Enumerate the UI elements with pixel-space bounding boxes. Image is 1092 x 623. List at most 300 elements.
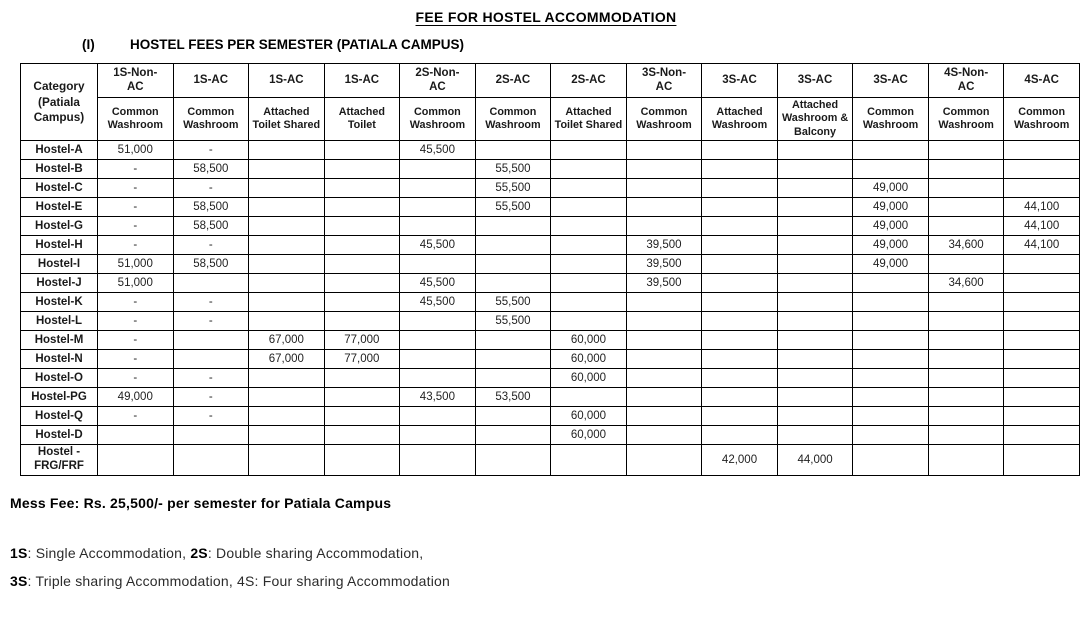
fee-cell [400, 217, 476, 236]
fee-cell: - [173, 141, 249, 160]
legend-term: 3S [10, 573, 28, 590]
fee-cell [475, 369, 551, 388]
fee-cell [324, 312, 400, 331]
fee-cell: 55,500 [475, 293, 551, 312]
legend-text: : Double sharing Accommodation, [207, 545, 424, 562]
fee-cell [626, 312, 702, 331]
section-title: HOSTEL FEES PER SEMESTER (PATIALA CAMPUS) [130, 37, 465, 52]
fee-cell [475, 445, 551, 476]
fee-cell [853, 350, 929, 369]
fee-cell [1004, 445, 1080, 476]
fee-cell [1004, 331, 1080, 350]
fee-cell [928, 331, 1004, 350]
table-row [21, 217, 1080, 236]
fee-cell [1004, 350, 1080, 369]
fee-cell [777, 236, 853, 255]
fee-cell: 39,500 [626, 274, 702, 293]
fee-cell: 42,000 [702, 445, 778, 476]
column-type-header: Common Washroom [1004, 98, 1080, 141]
section-heading [82, 37, 1092, 52]
column-type-header: Attached Toilet Shared [249, 98, 325, 141]
column-group-header [400, 64, 476, 98]
column-group-label: 2S-Non-AC [415, 66, 460, 93]
fee-cell [777, 217, 853, 236]
fee-cell [1004, 274, 1080, 293]
column-type-header: Attached Toilet Shared [551, 98, 627, 141]
fee-cell [626, 388, 702, 407]
fee-cell: - [173, 407, 249, 426]
fee-cell: - [173, 369, 249, 388]
fee-cell [173, 426, 249, 445]
fee-cell [475, 236, 551, 255]
fee-cell: 45,500 [400, 141, 476, 160]
fee-cell [249, 160, 325, 179]
fee-cell: 34,600 [928, 274, 1004, 293]
fee-cell [928, 141, 1004, 160]
column-group-header [551, 64, 627, 98]
fee-cell [702, 369, 778, 388]
fee-cell: 67,000 [249, 350, 325, 369]
fee-cell: - [98, 407, 174, 426]
hostel-row-label: Hostel-PG [21, 388, 98, 407]
fee-cell: 49,000 [853, 198, 929, 217]
fee-cell: 58,500 [173, 217, 249, 236]
fee-cell: 45,500 [400, 274, 476, 293]
fee-cell: 55,500 [475, 179, 551, 198]
fee-cell: 55,500 [475, 312, 551, 331]
fee-cell [702, 350, 778, 369]
fee-cell [551, 236, 627, 255]
fee-cell [551, 388, 627, 407]
fee-cell [400, 255, 476, 274]
table-row [21, 160, 1080, 179]
fee-cell [853, 312, 929, 331]
fee-cell [777, 388, 853, 407]
fee-cell [702, 255, 778, 274]
fee-cell [400, 407, 476, 426]
fee-cell [1004, 293, 1080, 312]
legend-line-2 [10, 573, 1092, 589]
fee-cell [777, 179, 853, 198]
hostel-row-label: Hostel-N [21, 350, 98, 369]
fee-cell [551, 198, 627, 217]
fee-cell [928, 198, 1004, 217]
column-group-label: 1S-AC [344, 73, 380, 86]
table-row [21, 236, 1080, 255]
fee-cell [702, 388, 778, 407]
hostel-row-label: Hostel-K [21, 293, 98, 312]
table-row [21, 198, 1080, 217]
fee-cell [400, 312, 476, 331]
fee-cell [702, 141, 778, 160]
fee-cell [249, 369, 325, 388]
fee-cell: - [173, 236, 249, 255]
hostel-row-label: Hostel-O [21, 369, 98, 388]
fee-cell [249, 293, 325, 312]
fee-cell [777, 312, 853, 331]
fee-cell [928, 426, 1004, 445]
hostel-row-label: Hostel-H [21, 236, 98, 255]
fee-cell [551, 255, 627, 274]
column-group-label: 4S-AC [1024, 73, 1059, 86]
fee-cell [777, 141, 853, 160]
fee-cell [777, 198, 853, 217]
fee-cell: 49,000 [853, 217, 929, 236]
fee-cell [551, 274, 627, 293]
mess-fee-note: Mess Fee: Rs. 25,500/- per semester for Patiala Campus [10, 495, 392, 512]
legend-term: 2S [190, 545, 208, 562]
fee-cell: 49,000 [853, 255, 929, 274]
legend-term: 1S [10, 545, 28, 562]
fee-cell [475, 255, 551, 274]
fee-cell [853, 141, 929, 160]
fee-cell [324, 198, 400, 217]
fee-cell [626, 369, 702, 388]
fee-cell [249, 179, 325, 198]
fee-cell [475, 426, 551, 445]
table-row [21, 179, 1080, 198]
fee-cell [324, 255, 400, 274]
fee-cell: 39,500 [626, 236, 702, 255]
hostel-row-label: Hostel-Q [21, 407, 98, 426]
table-row [21, 141, 1080, 160]
fee-cell [249, 426, 325, 445]
fee-cell: 39,500 [626, 255, 702, 274]
fee-cell [249, 141, 325, 160]
fee-cell [702, 407, 778, 426]
legend-text: : Single Accommodation, [27, 545, 191, 562]
fee-cell [249, 198, 325, 217]
fee-cell: - [173, 179, 249, 198]
column-group-label: 1S-Non-AC [113, 66, 158, 93]
fee-cell [324, 388, 400, 407]
fee-cell [853, 293, 929, 312]
fee-cell: - [173, 293, 249, 312]
fee-cell [702, 160, 778, 179]
fee-cell [626, 331, 702, 350]
fee-cell [777, 426, 853, 445]
fee-cell [702, 426, 778, 445]
hostel-row-label: Hostel-C [21, 179, 98, 198]
fee-cell [400, 426, 476, 445]
fee-cell [551, 445, 627, 476]
fee-cell [324, 160, 400, 179]
fee-cell [551, 160, 627, 179]
fee-cell [249, 274, 325, 293]
fee-cell [324, 407, 400, 426]
category-column-header: Category (Patiala Campus) [21, 64, 98, 141]
fee-cell [626, 445, 702, 476]
fee-cell: 58,500 [173, 198, 249, 217]
column-group-header [853, 64, 929, 98]
fee-cell [1004, 179, 1080, 198]
fee-cell: 67,000 [249, 331, 325, 350]
fee-cell [1004, 426, 1080, 445]
fee-cell [551, 217, 627, 236]
fee-cell: 60,000 [551, 350, 627, 369]
column-type-header: Common Washroom [928, 98, 1004, 141]
fee-cell: 51,000 [98, 255, 174, 274]
column-group-header [626, 64, 702, 98]
fee-cell [702, 274, 778, 293]
fee-cell [173, 274, 249, 293]
table-row [21, 388, 1080, 407]
fee-cell [702, 293, 778, 312]
fee-cell: 34,600 [928, 236, 1004, 255]
column-group-header [173, 64, 249, 98]
table-row [21, 407, 1080, 426]
column-group-label: 3S-AC [873, 73, 908, 86]
column-group-header [249, 64, 325, 98]
fee-cell [475, 217, 551, 236]
fee-cell [626, 350, 702, 369]
fee-cell: - [98, 236, 174, 255]
fee-cell: 44,100 [1004, 217, 1080, 236]
fee-cell [702, 236, 778, 255]
fee-cell: - [98, 350, 174, 369]
fee-cell [249, 388, 325, 407]
table-row [21, 293, 1080, 312]
fee-cell [853, 331, 929, 350]
fee-cell [173, 350, 249, 369]
fee-cell [475, 141, 551, 160]
fee-cell [928, 350, 1004, 369]
fee-cell: 77,000 [324, 350, 400, 369]
fee-cell [475, 331, 551, 350]
column-group-header [928, 64, 1004, 98]
column-type-header: Common Washroom [626, 98, 702, 141]
fee-cell [928, 293, 1004, 312]
fee-cell [777, 350, 853, 369]
table-header [21, 64, 1080, 141]
column-type-header: Common Washroom [475, 98, 551, 141]
fee-cell [853, 388, 929, 407]
fee-cell [777, 369, 853, 388]
table-body [21, 141, 1080, 476]
fee-cell [928, 160, 1004, 179]
hostel-row-label: Hostel-J [21, 274, 98, 293]
fee-cell [928, 407, 1004, 426]
fee-cell [551, 141, 627, 160]
column-type-header: Common Washroom [173, 98, 249, 141]
fee-cell: 55,500 [475, 160, 551, 179]
fee-cell: 44,100 [1004, 198, 1080, 217]
fee-cell [1004, 141, 1080, 160]
fee-cell: - [98, 179, 174, 198]
column-group-header [702, 64, 778, 98]
fee-cell [626, 198, 702, 217]
fee-cell [249, 255, 325, 274]
hostel-row-label: Hostel-D [21, 426, 98, 445]
column-group-header [475, 64, 551, 98]
fee-cell [702, 312, 778, 331]
hostel-row-label: Hostel - FRG/FRF [21, 445, 98, 476]
fee-cell [400, 369, 476, 388]
column-type-header: Attached Toilet [324, 98, 400, 141]
fee-cell [928, 388, 1004, 407]
fee-cell [400, 445, 476, 476]
fee-cell: - [98, 331, 174, 350]
column-type-header: Common Washroom [98, 98, 174, 141]
fee-cell [173, 331, 249, 350]
fee-cell: 49,000 [853, 179, 929, 198]
fee-cell [853, 274, 929, 293]
fee-cell: 58,500 [173, 160, 249, 179]
fee-cell [1004, 369, 1080, 388]
page-title: FEE FOR HOSTEL ACCOMMODATION [415, 9, 677, 25]
fee-cell [249, 217, 325, 236]
fee-cell [400, 331, 476, 350]
hostel-row-label: Hostel-I [21, 255, 98, 274]
fee-cell [1004, 388, 1080, 407]
column-type-header: Attached Washroom [702, 98, 778, 141]
fee-cell [324, 236, 400, 255]
hostel-row-label: Hostel-B [21, 160, 98, 179]
fee-cell [777, 407, 853, 426]
fee-cell [1004, 255, 1080, 274]
fee-cell [853, 426, 929, 445]
section-index: (I) [82, 37, 95, 52]
fee-cell [475, 350, 551, 369]
fee-cell: - [98, 312, 174, 331]
fee-cell [98, 426, 174, 445]
fee-cell [324, 217, 400, 236]
fee-cell: 49,000 [853, 236, 929, 255]
fee-cell [1004, 160, 1080, 179]
fee-cell: 45,500 [400, 293, 476, 312]
fee-cell [626, 141, 702, 160]
fee-cell [400, 160, 476, 179]
fee-cell [475, 407, 551, 426]
fee-cell [1004, 312, 1080, 331]
fee-cell [551, 293, 627, 312]
fee-cell [626, 217, 702, 236]
table-row [21, 274, 1080, 293]
fee-cell [98, 445, 174, 476]
fee-cell [324, 369, 400, 388]
fee-cell [702, 198, 778, 217]
fee-cell [853, 369, 929, 388]
table-row [21, 312, 1080, 331]
fee-cell [777, 255, 853, 274]
hostel-row-label: Hostel-L [21, 312, 98, 331]
fee-cell: 58,500 [173, 255, 249, 274]
fee-cell [324, 274, 400, 293]
fee-cell [626, 179, 702, 198]
fee-cell [551, 179, 627, 198]
fee-cell [626, 160, 702, 179]
column-group-label: 3S-AC [722, 73, 757, 86]
fee-cell: 60,000 [551, 407, 627, 426]
fee-cell: 60,000 [551, 426, 627, 445]
fee-cell: 53,500 [475, 388, 551, 407]
fee-cell [626, 426, 702, 445]
fee-cell [173, 445, 249, 476]
fee-cell [249, 445, 325, 476]
fee-cell [551, 312, 627, 331]
table-row [21, 426, 1080, 445]
column-group-header [1004, 64, 1080, 98]
fee-cell: 49,000 [98, 388, 174, 407]
column-group-label: 2S-AC [571, 73, 606, 86]
column-group-label: 1S-AC [193, 73, 229, 86]
fee-cell [702, 179, 778, 198]
fee-cell: - [173, 312, 249, 331]
fee-cell: 44,000 [777, 445, 853, 476]
fee-cell: 60,000 [551, 369, 627, 388]
fee-cell [777, 160, 853, 179]
fee-cell [400, 179, 476, 198]
fee-cell [249, 407, 325, 426]
fee-cell [400, 350, 476, 369]
fee-cell [928, 255, 1004, 274]
fee-cell: - [98, 160, 174, 179]
fee-cell [928, 312, 1004, 331]
fee-cell [324, 445, 400, 476]
fee-cell [475, 274, 551, 293]
fee-cell: 77,000 [324, 331, 400, 350]
fee-cell [928, 445, 1004, 476]
column-group-label: 3S-Non-AC [641, 66, 687, 93]
fee-cell: - [98, 198, 174, 217]
fee-cell [777, 331, 853, 350]
hostel-row-label: Hostel-M [21, 331, 98, 350]
fee-cell [928, 369, 1004, 388]
fee-cell [853, 160, 929, 179]
fee-cell [626, 293, 702, 312]
fee-cell: 51,000 [98, 141, 174, 160]
fee-cell [626, 407, 702, 426]
fee-cell [249, 312, 325, 331]
fee-cell: - [98, 217, 174, 236]
fee-cell [324, 179, 400, 198]
column-group-header [98, 64, 174, 98]
fee-cell [777, 293, 853, 312]
column-type-header: Common Washroom [400, 98, 476, 141]
fee-cell: - [98, 293, 174, 312]
fee-cell: 43,500 [400, 388, 476, 407]
fee-cell [249, 236, 325, 255]
legend-line-1 [10, 545, 1092, 561]
fee-cell [777, 274, 853, 293]
fee-cell [853, 407, 929, 426]
column-group-label: 3S-AC [797, 73, 833, 86]
fee-cell [853, 445, 929, 476]
fee-cell [324, 426, 400, 445]
fee-cell: 55,500 [475, 198, 551, 217]
table-row [21, 350, 1080, 369]
fee-cell: 51,000 [98, 274, 174, 293]
hostel-fees-table [20, 63, 1080, 476]
fee-cell [324, 293, 400, 312]
column-group-header [777, 64, 853, 98]
fee-cell [1004, 407, 1080, 426]
column-group-label: 2S-AC [495, 73, 531, 86]
fee-cell: - [98, 369, 174, 388]
fee-cell: 60,000 [551, 331, 627, 350]
legend-text: : Triple sharing Accommodation, 4S: Four sharing Accommodation [27, 573, 451, 590]
hostel-row-label: Hostel-G [21, 217, 98, 236]
fee-cell: - [173, 388, 249, 407]
fee-cell: 45,500 [400, 236, 476, 255]
table-row [21, 445, 1080, 476]
fee-cell [702, 331, 778, 350]
table-row [21, 255, 1080, 274]
fee-cell [400, 198, 476, 217]
fee-cell: 44,100 [1004, 236, 1080, 255]
hostel-row-label: Hostel-A [21, 141, 98, 160]
column-group-label: 1S-AC [269, 73, 304, 86]
